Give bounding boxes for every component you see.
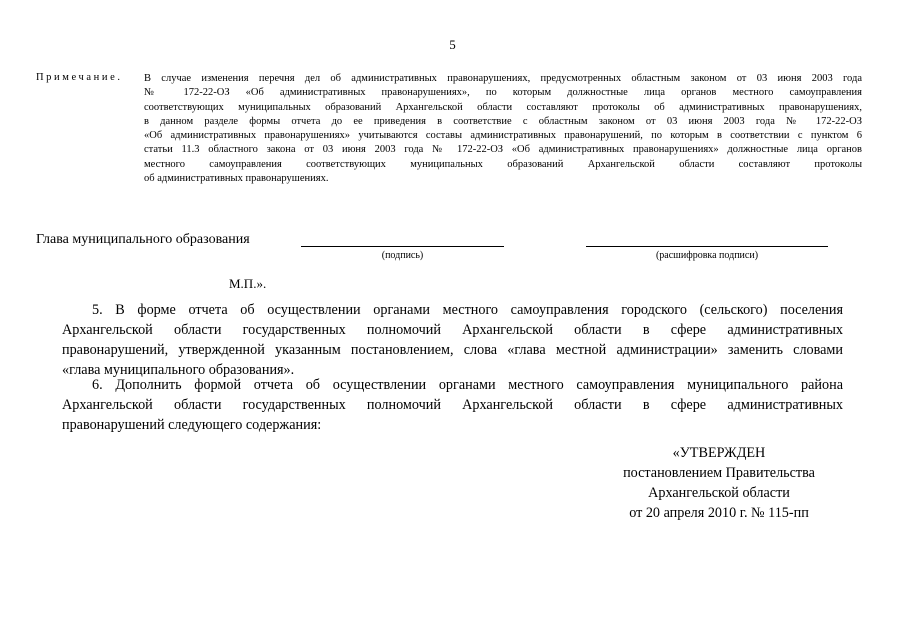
approval-block	[600, 443, 838, 523]
note-line: об административных правонарушениях.	[144, 173, 329, 185]
signature-caption: (подпись)	[381, 250, 424, 261]
signature-line	[301, 246, 504, 247]
note-label: Примечание.	[36, 72, 123, 83]
approval-heading: «УТВЕРЖДЕН	[672, 445, 766, 461]
paragraph-line: 6. Дополнить формой отчета об осуществлении органами местного самоуправления муниципального района	[92, 377, 843, 393]
approval-authority: постановлением Правительства	[623, 465, 815, 481]
paragraph-5	[62, 300, 843, 380]
paragraph-line: правонарушений следующего содержания:	[62, 417, 322, 433]
note-line: соответствующих муниципальных образований Архангельской области составляют протоколы об административных правонарушениях,	[144, 101, 862, 113]
paragraph-line: Архангельской области государственных полномочий Архангельской области в сфере административных	[62, 397, 843, 413]
note-line: № 172-22-ОЗ «Об административных правонарушениях», по которым должностные лица органов местного самоуправления	[144, 87, 862, 99]
paragraph-line: Архангельской области государственных полномочий Архангельской области в сфере административных	[62, 322, 843, 338]
note-line: В случае изменения перечня дел об административных правонарушениях, предусмотренных областным законом от 03 июня 2003 года	[144, 73, 862, 84]
approval-region: Архангельской области	[648, 485, 790, 501]
paragraph-line: 5. В форме отчета об осуществлении органами местного самоуправления городского (сельского) поселения	[92, 302, 843, 318]
note-body	[144, 72, 862, 186]
note-line: местного самоуправления соответствующих муниципальных образований Архангельской области составляют протоколы	[144, 158, 862, 170]
stamp-place-label: М.П.».	[229, 276, 267, 291]
page-number: 5	[449, 37, 456, 52]
note-line: в данном разделе формы отчета до ее приведения в соответствие с областным законом от 03 июня 2003 года № 172-22-ОЗ	[144, 115, 862, 127]
approval-date-number: от 20 апреля 2010 г. № 115-пп	[629, 505, 809, 521]
signature-decoding-line	[586, 246, 828, 247]
paragraph-line: «глава муниципального образования».	[62, 362, 295, 378]
note-line: статьи 11.3 областного закона от 03 июня 2003 года № 172-22-ОЗ «Об административных правонарушениях» должностные лица органов	[144, 144, 862, 156]
paragraph-line: правонарушений, утвержденной указанным постановлением, слова «глава местной администрации» заменить словами	[62, 342, 843, 358]
signature-decoding-caption: (расшифровка подписи)	[655, 250, 759, 261]
signature-title: Глава муниципального образования	[36, 232, 250, 247]
paragraph-6	[62, 375, 843, 435]
note-line: «Об административных правонарушениях» учитываются составы административных правонарушений, по которым в соответствии с пунктом 6	[144, 130, 862, 142]
